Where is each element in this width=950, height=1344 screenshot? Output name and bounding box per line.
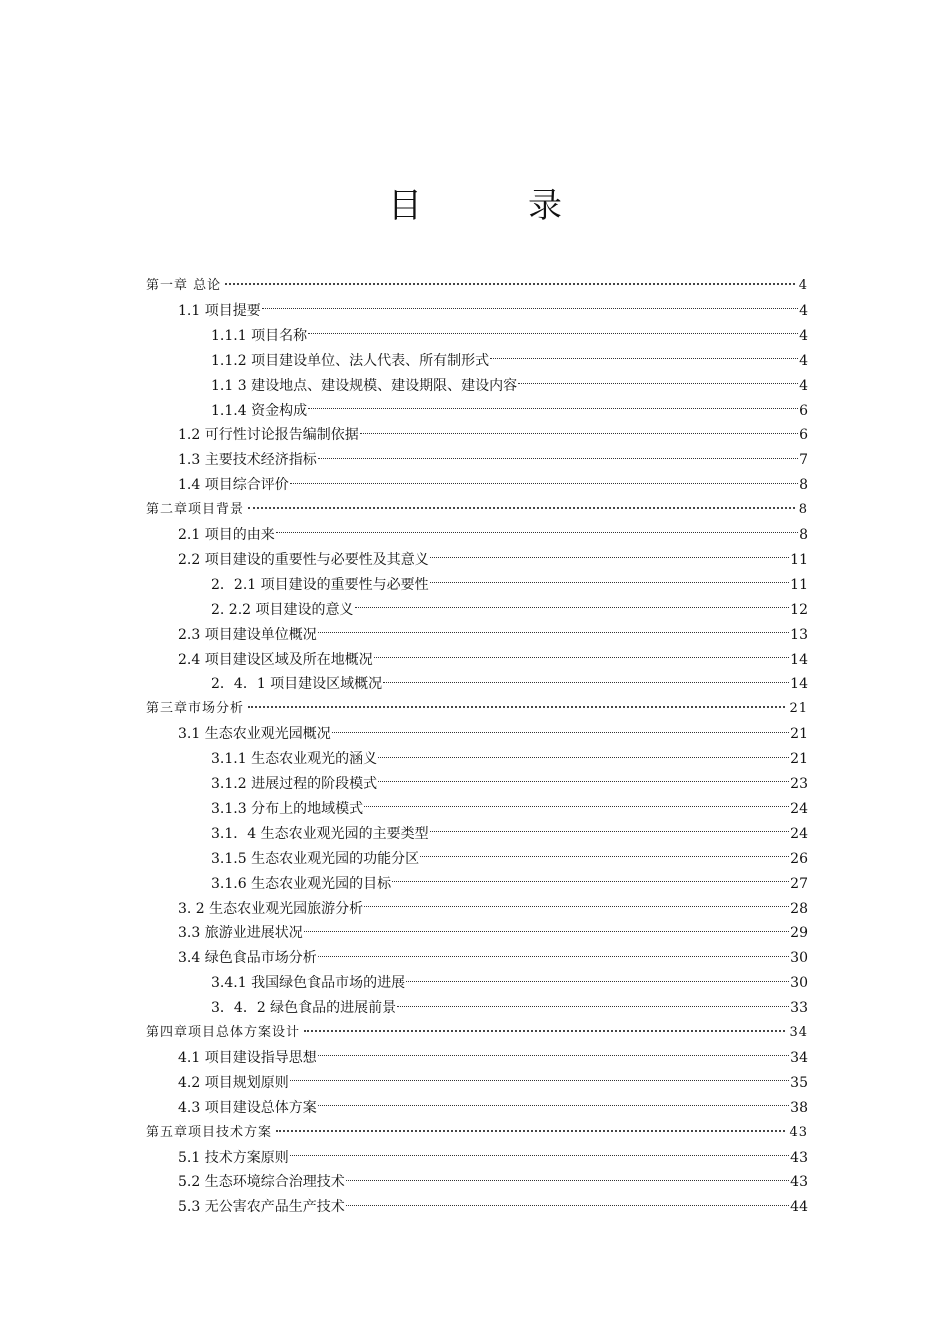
dot-leader <box>248 705 785 708</box>
toc-entry-page-number: 4 <box>799 302 808 319</box>
dot-leader <box>490 357 798 359</box>
toc-entry[interactable] <box>211 822 808 847</box>
dot-leader <box>430 581 790 583</box>
toc-entry[interactable] <box>211 399 808 424</box>
toc-entry[interactable] <box>178 1195 808 1220</box>
dot-leader <box>518 382 798 384</box>
toc-entry[interactable] <box>178 548 808 573</box>
dot-leader <box>374 656 789 658</box>
toc-entry-title: 2.2 项目建设的重要性与必要性及其意义 <box>178 551 429 568</box>
dot-leader <box>430 556 789 558</box>
toc-entry[interactable] <box>146 1121 808 1146</box>
toc-entry-title: 3.1.3 分布上的地域模式 <box>211 800 364 817</box>
toc-entry-title: 第四章项目总体方案设计 <box>146 1025 301 1040</box>
dot-leader <box>383 681 789 683</box>
toc-entry[interactable] <box>146 697 808 722</box>
toc-entry-page-number: 11 <box>790 551 808 568</box>
dot-leader <box>364 905 789 907</box>
toc-entry-page-number: 21 <box>790 751 808 768</box>
toc-entry-title: 3.1 生态农业观光园概况 <box>178 726 331 743</box>
toc-entry-title: 2.3 项目建设单位概况 <box>178 626 317 643</box>
dot-leader <box>346 1204 789 1206</box>
toc-entry[interactable] <box>211 374 808 399</box>
toc-entry-page-number: 12 <box>790 601 808 618</box>
toc-entry[interactable] <box>211 996 808 1021</box>
dot-leader <box>420 855 789 857</box>
toc-entry-title: 1.1.2 项目建设单位、法人代表、所有制形式 <box>211 352 490 369</box>
toc-entry-title: 3. 2 生态农业观光园旅游分析 <box>178 900 364 917</box>
dot-leader <box>355 606 790 608</box>
toc-entry-page-number: 4 <box>799 352 808 369</box>
dot-leader <box>378 780 789 782</box>
dot-leader <box>430 830 790 832</box>
toc-entry[interactable] <box>211 672 808 697</box>
toc-entry[interactable] <box>178 722 808 747</box>
dot-leader <box>406 980 789 982</box>
toc-entry[interactable] <box>211 872 808 897</box>
toc-entry-page-number: 43 <box>789 1124 808 1140</box>
toc-entry-title: 5.3 无公害农产品生产技术 <box>178 1199 345 1216</box>
toc-entry-title: 3.1.2 进展过程的阶段模式 <box>211 776 378 792</box>
toc-entry-page-number: 6 <box>799 402 808 419</box>
toc-entry[interactable] <box>146 498 808 523</box>
toc-entry-page-number: 24 <box>790 800 808 817</box>
dot-leader <box>308 407 798 409</box>
toc-entry-page-number: 23 <box>790 776 808 792</box>
toc-entry-page-number: 13 <box>790 626 808 643</box>
toc-entry-title: 第二章项目背景 <box>146 502 245 518</box>
toc-entry-page-number: 7 <box>799 452 808 469</box>
toc-entry-title: 第三章市场分析 <box>146 701 245 717</box>
toc-entry-title: 4.3 项目建设总体方案 <box>178 1099 317 1116</box>
toc-entry-title: 4.1 项目建设指导思想 <box>178 1049 317 1066</box>
toc-entry[interactable] <box>178 299 808 324</box>
toc-entry-page-number: 27 <box>790 875 808 892</box>
dot-leader <box>248 506 795 509</box>
toc-entry-title: 3.4.1 我国绿色食品市场的进展 <box>211 975 406 992</box>
dot-leader <box>378 756 789 758</box>
toc-entry-page-number: 8 <box>799 527 808 543</box>
toc-entry[interactable] <box>178 1096 808 1121</box>
toc-entry-title: 2.4 项目建设区域及所在地概况 <box>178 651 373 668</box>
toc-entry-title: 4.2 项目规划原则 <box>178 1074 289 1091</box>
toc-entry[interactable] <box>178 423 808 448</box>
toc-entry[interactable] <box>178 623 808 648</box>
toc-entry-page-number: 34 <box>789 1025 808 1040</box>
toc-entry[interactable] <box>178 946 808 971</box>
toc-entry-page-number: 29 <box>790 925 808 942</box>
toc-entry[interactable] <box>178 1170 808 1195</box>
toc-entry-page-number: 24 <box>790 825 808 842</box>
toc-entry-page-number: 43 <box>790 1149 808 1166</box>
toc-entry-title: 1.1.1 项目名称 <box>211 327 308 344</box>
toc-entry[interactable] <box>211 598 808 623</box>
dot-leader <box>276 1129 785 1132</box>
toc-entry[interactable] <box>211 747 808 772</box>
dot-leader <box>318 1104 789 1106</box>
toc-entry-page-number: 30 <box>790 950 808 967</box>
toc-entry-page-number: 26 <box>790 850 808 867</box>
toc-entry-title: 3．4．2 绿色食品的进展前景 <box>211 1000 397 1017</box>
dot-leader <box>318 1054 789 1056</box>
dot-leader <box>304 1029 785 1032</box>
toc-entry-page-number: 38 <box>790 1099 808 1116</box>
dot-leader <box>397 1005 789 1007</box>
toc-entry[interactable] <box>178 448 808 473</box>
toc-entry-title: 5.2 生态环境综合治理技术 <box>178 1174 345 1191</box>
dot-leader <box>318 631 789 633</box>
toc-entry-title: 1.1 3 建设地点、建设规模、建设期限、建设内容 <box>211 377 518 394</box>
toc-entry[interactable] <box>211 349 808 374</box>
toc-entry[interactable] <box>178 473 808 498</box>
toc-entry-title: 3.1.1 生态农业观光的涵义 <box>211 751 378 768</box>
toc-entry-page-number: 6 <box>799 427 808 444</box>
toc-entry-title: 1.1.4 资金构成 <box>211 402 308 419</box>
toc-entry-title: 2．4．1 项目建设区域概况 <box>211 676 383 693</box>
dot-leader <box>304 930 789 932</box>
toc-entry-page-number: 4 <box>799 327 808 344</box>
toc-entry-title: 1.4 项目综合评价 <box>178 477 289 494</box>
dot-leader <box>318 955 789 957</box>
toc-entry[interactable] <box>178 1071 808 1096</box>
toc-entry[interactable] <box>211 797 808 822</box>
toc-entry[interactable] <box>211 772 808 797</box>
toc-entry-title: 第一章 总论 <box>146 278 222 293</box>
dot-leader <box>262 307 798 309</box>
dot-leader <box>225 282 795 285</box>
toc-entry-title: 2. 2.2 项目建设的意义 <box>211 601 354 618</box>
toc-entry-title: 2.1 项目的由来 <box>178 527 275 543</box>
toc-entry-page-number: 14 <box>790 651 808 668</box>
toc-entry[interactable] <box>178 1146 808 1171</box>
toc-entry-title: 第五章项目技术方案 <box>146 1124 273 1140</box>
toc-entry[interactable] <box>178 921 808 946</box>
dot-leader <box>318 457 798 459</box>
dot-leader <box>276 531 798 533</box>
toc-entry-page-number: 43 <box>790 1174 808 1191</box>
dot-leader <box>290 1154 789 1156</box>
toc-entry-title: 5.1 技术方案原则 <box>178 1149 289 1166</box>
toc-entry[interactable] <box>211 573 808 598</box>
dot-leader <box>392 880 789 882</box>
toc-entry-page-number: 34 <box>790 1049 808 1066</box>
dot-leader <box>332 731 789 733</box>
toc-entry-page-number: 11 <box>790 576 808 593</box>
toc-entry-title: 2．2.1 项目建设的重要性与必要性 <box>211 576 429 593</box>
toc-entry-title: 3.1．4 生态农业观光园的主要类型 <box>211 825 429 842</box>
toc-entry[interactable] <box>146 1021 808 1046</box>
dot-leader <box>290 1079 789 1081</box>
toc-entry-title: 1.2 可行性讨论报告编制依据 <box>178 427 359 444</box>
toc-entry-title: 3.4 绿色食品市场分析 <box>178 950 317 967</box>
toc-entry[interactable] <box>146 274 808 299</box>
dot-leader <box>308 332 798 334</box>
toc-entry[interactable] <box>178 523 808 548</box>
toc-entry-title: 1.1 项目提要 <box>178 302 261 319</box>
page-title: 目 录 <box>388 186 598 226</box>
toc-entry-page-number: 33 <box>790 1000 808 1017</box>
dot-leader <box>364 805 789 807</box>
toc-entry-title: 3.1.5 生态农业观光园的功能分区 <box>211 850 420 867</box>
toc-entry-page-number: 14 <box>790 676 808 693</box>
dot-leader <box>360 432 798 434</box>
toc-entry-page-number: 21 <box>790 726 808 743</box>
toc-entry[interactable] <box>178 897 808 922</box>
dot-leader <box>346 1179 789 1181</box>
toc-entry-page-number: 4 <box>799 377 808 394</box>
toc-entry[interactable] <box>178 1046 808 1071</box>
toc-entry-page-number: 30 <box>790 975 808 992</box>
toc-entry[interactable] <box>211 324 808 349</box>
toc-entry-title: 3.3 旅游业进展状况 <box>178 925 303 942</box>
toc-entry[interactable] <box>178 648 808 673</box>
toc-entry-page-number: 44 <box>790 1199 808 1216</box>
toc-entry-page-number: 28 <box>790 900 808 917</box>
toc-entry-page-number: 21 <box>789 701 808 717</box>
toc-entry-page-number: 8 <box>799 477 808 494</box>
dot-leader <box>290 482 798 484</box>
toc-entry-page-number: 4 <box>798 278 808 293</box>
toc-entry[interactable] <box>211 971 808 996</box>
toc-entry[interactable] <box>211 847 808 872</box>
toc-entry-title: 1.3 主要技术经济指标 <box>178 452 317 469</box>
toc-entry-page-number: 35 <box>790 1074 808 1091</box>
toc-entry-title: 3.1.6 生态农业观光园的目标 <box>211 875 392 892</box>
toc-entry-page-number: 8 <box>798 502 808 518</box>
